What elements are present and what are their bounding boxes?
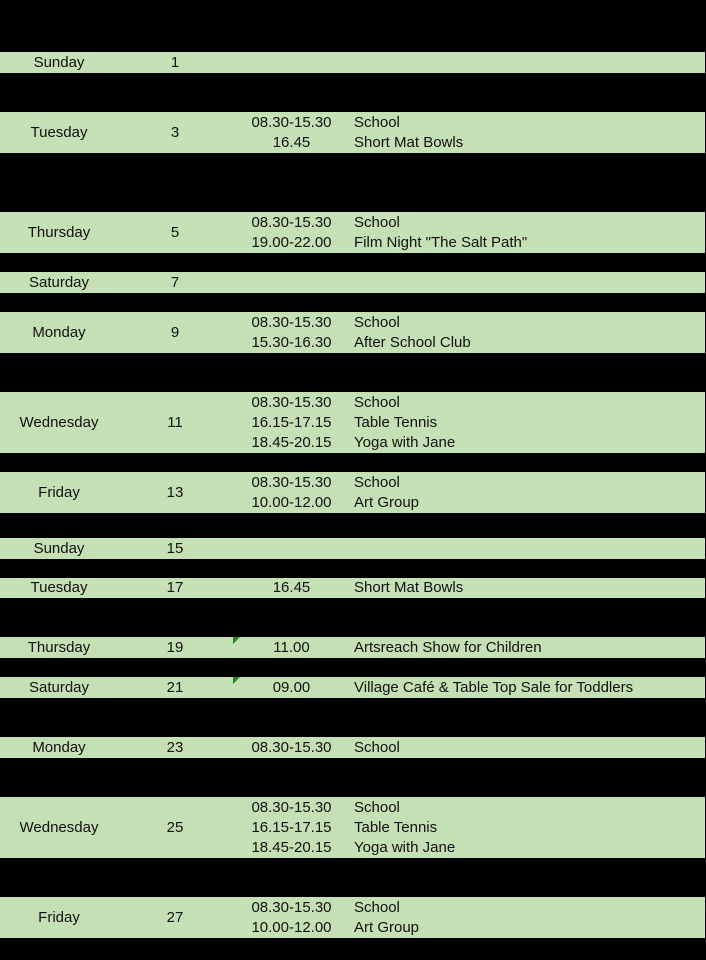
event-time: 10.00-12.00 bbox=[251, 919, 332, 936]
event-item bbox=[0, 433, 705, 453]
event-desc: Short Mat Bowls bbox=[354, 579, 464, 596]
event-desc: Yoga with Jane bbox=[354, 434, 456, 451]
event-time: 08.30-15.30 bbox=[251, 214, 332, 231]
event-desc: Art Group bbox=[354, 919, 420, 936]
event-time: 08.30-15.30 bbox=[251, 899, 332, 916]
event-time: 09.00 bbox=[272, 679, 311, 696]
event-item bbox=[0, 393, 705, 413]
event-time: 18.45-20.15 bbox=[251, 839, 332, 856]
event-item bbox=[0, 838, 705, 858]
event-desc: School bbox=[354, 799, 400, 816]
event-time: 08.30-15.30 bbox=[251, 474, 332, 491]
event-item bbox=[0, 213, 705, 233]
event-item bbox=[0, 678, 705, 698]
calendar-row[interactable] bbox=[0, 472, 705, 513]
event-desc: School bbox=[354, 739, 400, 756]
event-list bbox=[0, 678, 705, 698]
event-desc: School bbox=[354, 474, 400, 491]
day-date: 1 bbox=[170, 53, 180, 71]
day-name: Sunday bbox=[33, 53, 85, 71]
day-date: 25 bbox=[166, 818, 184, 836]
day-name: Thursday bbox=[27, 223, 91, 241]
calendar-row[interactable] bbox=[0, 737, 705, 758]
event-desc: School bbox=[354, 314, 400, 331]
event-item bbox=[0, 493, 705, 513]
calendar-row[interactable] bbox=[0, 272, 705, 293]
day-name: Friday bbox=[38, 483, 80, 501]
event-time: 08.30-15.30 bbox=[251, 739, 332, 756]
event-desc: School bbox=[354, 899, 400, 916]
event-desc: Art Group bbox=[354, 494, 420, 511]
calendar-row[interactable] bbox=[0, 392, 705, 453]
calendar-row[interactable] bbox=[0, 897, 705, 938]
event-desc: Table Tennis bbox=[354, 819, 438, 836]
day-name: Wednesday bbox=[19, 818, 99, 836]
event-item bbox=[0, 578, 705, 598]
event-time: 18.45-20.15 bbox=[251, 434, 332, 451]
event-time: 08.30-15.30 bbox=[251, 114, 332, 131]
event-desc: Village Café & Table Top Sale for Toddlers bbox=[354, 679, 634, 696]
event-desc: Table Tennis bbox=[354, 414, 438, 431]
day-date: 7 bbox=[170, 273, 180, 291]
event-item bbox=[0, 413, 705, 433]
day-name: Thursday bbox=[27, 638, 91, 656]
event-item bbox=[0, 638, 705, 658]
event-time: 11.00 bbox=[273, 639, 310, 656]
event-list bbox=[0, 473, 705, 513]
day-name: Tuesday bbox=[30, 123, 88, 141]
event-list bbox=[0, 638, 705, 658]
day-date: 27 bbox=[166, 908, 184, 926]
event-list bbox=[0, 113, 705, 153]
event-list bbox=[0, 213, 705, 253]
day-name: Sunday bbox=[33, 539, 85, 557]
event-desc: Film Night "The Salt Path" bbox=[354, 234, 528, 251]
event-list bbox=[0, 898, 705, 938]
calendar-row[interactable] bbox=[0, 312, 705, 353]
day-date: 23 bbox=[166, 738, 184, 756]
day-date: 17 bbox=[166, 579, 184, 596]
event-list bbox=[0, 578, 705, 598]
calendar-row[interactable] bbox=[0, 578, 705, 598]
event-desc: Short Mat Bowls bbox=[354, 134, 464, 151]
event-desc: School bbox=[354, 114, 400, 131]
day-name: Saturday bbox=[28, 678, 90, 696]
calendar-row[interactable] bbox=[0, 52, 705, 73]
day-name: Monday bbox=[32, 323, 86, 341]
event-item bbox=[0, 133, 705, 153]
day-name: Monday bbox=[32, 738, 86, 756]
day-date: 13 bbox=[166, 483, 184, 501]
calendar-row[interactable] bbox=[0, 212, 705, 253]
event-time: 08.30-15.30 bbox=[251, 394, 332, 411]
day-date: 19 bbox=[166, 638, 184, 656]
event-time: 19.00-22.00 bbox=[251, 234, 332, 251]
event-item bbox=[0, 798, 705, 818]
day-date: 15 bbox=[166, 539, 184, 557]
event-list bbox=[0, 313, 705, 353]
day-name: Tuesday bbox=[30, 579, 88, 596]
event-list bbox=[0, 393, 705, 453]
event-list bbox=[0, 798, 705, 858]
event-time: 16.45 bbox=[272, 134, 311, 151]
calendar-row[interactable] bbox=[0, 112, 705, 153]
calendar-row[interactable] bbox=[0, 538, 705, 559]
day-name: Saturday bbox=[28, 273, 90, 291]
event-time: 16.15-17.15 bbox=[251, 414, 332, 431]
day-date: 9 bbox=[170, 323, 180, 341]
event-desc: After School Club bbox=[354, 334, 471, 351]
event-desc: School bbox=[354, 394, 400, 411]
calendar-row[interactable] bbox=[0, 677, 705, 698]
event-item bbox=[0, 313, 705, 333]
event-item bbox=[0, 113, 705, 133]
event-time: 10.00-12.00 bbox=[251, 494, 332, 511]
event-time: 16.45 bbox=[272, 579, 311, 596]
event-item bbox=[0, 818, 705, 838]
event-desc: School bbox=[354, 214, 400, 231]
event-item bbox=[0, 233, 705, 253]
event-time: 15.30-16.30 bbox=[251, 334, 332, 351]
event-desc: Yoga with Jane bbox=[354, 839, 456, 856]
event-time: 08.30-15.30 bbox=[251, 314, 332, 331]
event-item bbox=[0, 898, 705, 918]
event-time: 08.30-15.30 bbox=[251, 799, 332, 816]
day-date: 3 bbox=[170, 123, 180, 141]
event-time: 16.15-17.15 bbox=[251, 819, 332, 836]
event-item bbox=[0, 473, 705, 493]
day-date: 21 bbox=[166, 678, 184, 696]
event-item bbox=[0, 333, 705, 353]
calendar-row[interactable] bbox=[0, 637, 705, 658]
calendar-row[interactable] bbox=[0, 797, 705, 858]
event-item bbox=[0, 918, 705, 938]
event-item bbox=[0, 738, 705, 758]
event-list bbox=[0, 738, 705, 758]
day-name: Wednesday bbox=[19, 413, 99, 431]
day-name: Friday bbox=[38, 908, 80, 926]
day-date: 11 bbox=[167, 413, 183, 431]
day-date: 5 bbox=[170, 223, 180, 241]
event-desc: Artsreach Show for Children bbox=[354, 639, 542, 656]
